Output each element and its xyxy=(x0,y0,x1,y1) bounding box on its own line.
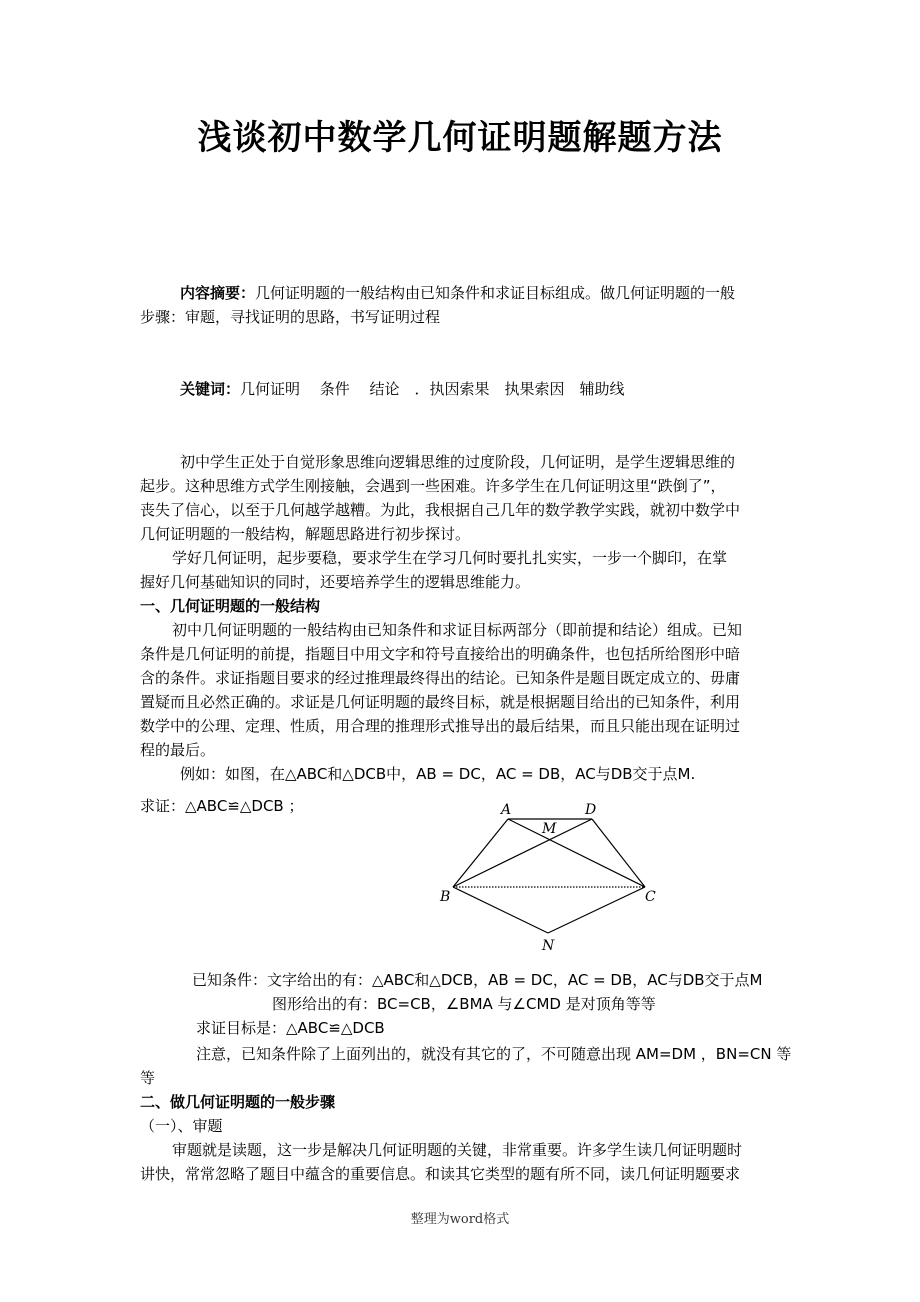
intro-line: 几何证明题的一般结构，解题思路进行初步探讨。 xyxy=(140,525,471,543)
intro-line: 丧失了信心，以至于几何越学越糟。为此，我根据自己几年的数学教学实践，就初中数学中 xyxy=(140,501,741,519)
abstract-line-2: 步骤：审题，寻找证明的思路，书写证明过程 xyxy=(140,308,441,326)
geometry-diagram xyxy=(430,795,680,960)
section2-heading: 二、做几何证明题的一般步骤 xyxy=(140,1093,336,1111)
segment-DB xyxy=(453,819,592,887)
segment-AC xyxy=(508,819,645,887)
section1-line: 数学中的公理、定理、性质，用合理的推理形式推导出的最后结果，而且只能出现在证明过 xyxy=(140,717,741,735)
label-M: M xyxy=(542,821,557,837)
para2-line: 握好几何基础知识的同时，还要培养学生的逻辑思维能力。 xyxy=(140,573,531,591)
prove-statement: 求证：△ABC≌△DCB ； xyxy=(140,797,304,815)
goal-line: 求证目标是：△ABC≌△DCB xyxy=(196,1019,385,1037)
label-D: D xyxy=(585,802,597,818)
keywords-text: 几何证明 条件 结论 ．执因索果 执果索因 辅助线 xyxy=(240,380,625,398)
segment-DC xyxy=(592,819,645,887)
segment-BN xyxy=(453,887,548,933)
para2-line: 学好几何证明，起步要稳，要求学生在学习几何时要扎扎实实，一步一个脚印，在掌 xyxy=(172,549,728,567)
intro-line: 初中学生正处于自觉形象思维向逻辑思维的过度阶段，几何证明，是学生逻辑思维的 xyxy=(180,453,736,471)
known-line-1: 已知条件：文字给出的有：△ABC和△DCB，AB = DC，AC = DB，AC与DB交于点M xyxy=(192,971,763,989)
page-title: 浅谈初中数学几何证明题解题方法 xyxy=(197,118,723,158)
label-C: C xyxy=(645,889,656,905)
section2-line: 讲快，常常忽略了题目中蕴含的重要信息。和读其它类型的题有所不同，读几何证明题要求 xyxy=(140,1165,741,1183)
note-line-end: 等 xyxy=(140,1069,156,1087)
abstract-text-1: 几何证明题的一般结构由已知条件和求证目标组成。做几何证明题的一般 xyxy=(255,284,736,302)
section1-line: 初中几何证明题的一般结构由已知条件和求证目标两部分（即前提和结论）组成。已知 xyxy=(172,621,743,639)
segment-CN xyxy=(548,887,645,933)
page-footer: 整理为word格式 xyxy=(410,1212,510,1227)
section2-line: 审题就是读题，这一步是解决几何证明题的关键，非常重要。许多学生读几何证明题时 xyxy=(172,1141,743,1159)
section1-line: 程的最后。 xyxy=(140,741,216,759)
note-line: 注意，已知条件除了上面列出的，就没有其它的了，不可随意出现 AM=DM ，BN=CN 等 xyxy=(196,1045,792,1063)
label-A: A xyxy=(501,802,512,818)
known-line-2: 图形给出的有：BC=CB，∠BMA 与∠CMD 是对顶角等等 xyxy=(272,995,656,1013)
intro-line: 起步。这种思维方式学生刚接触，会遇到一些困难。许多学生在几何证明这里“跌倒了”， xyxy=(140,477,726,495)
example-text: 例如：如图，在△ABC和△DCB中，AB = DC，AC = DB，AC与DB交于点M. xyxy=(180,765,696,783)
abstract-label: 内容摘要： xyxy=(180,284,256,302)
segment-AB xyxy=(453,819,508,887)
section1-line: 置疑而且必然正确的。求证是几何证明题的最终目标，就是根据题目给出的已知条件，利用 xyxy=(140,693,741,711)
section1-heading: 一、几何证明题的一般结构 xyxy=(140,597,321,615)
label-B: B xyxy=(440,889,451,905)
keywords-label: 关键词： xyxy=(180,380,241,398)
section1-line: 条件是几何证明的前提，指题目中用文字和符号直接给出的明确条件，也包括所给图形中暗 xyxy=(140,645,741,663)
label-N: N xyxy=(542,938,555,954)
keywords-line xyxy=(180,377,625,401)
section1-line: 含的条件。求证指题目要求的经过推理最终得出的结论。已知条件是题目既定成立的、毋庸 xyxy=(140,669,741,687)
section2-sub1: （一）、审题 xyxy=(140,1117,223,1135)
abstract-line-1 xyxy=(180,281,735,305)
